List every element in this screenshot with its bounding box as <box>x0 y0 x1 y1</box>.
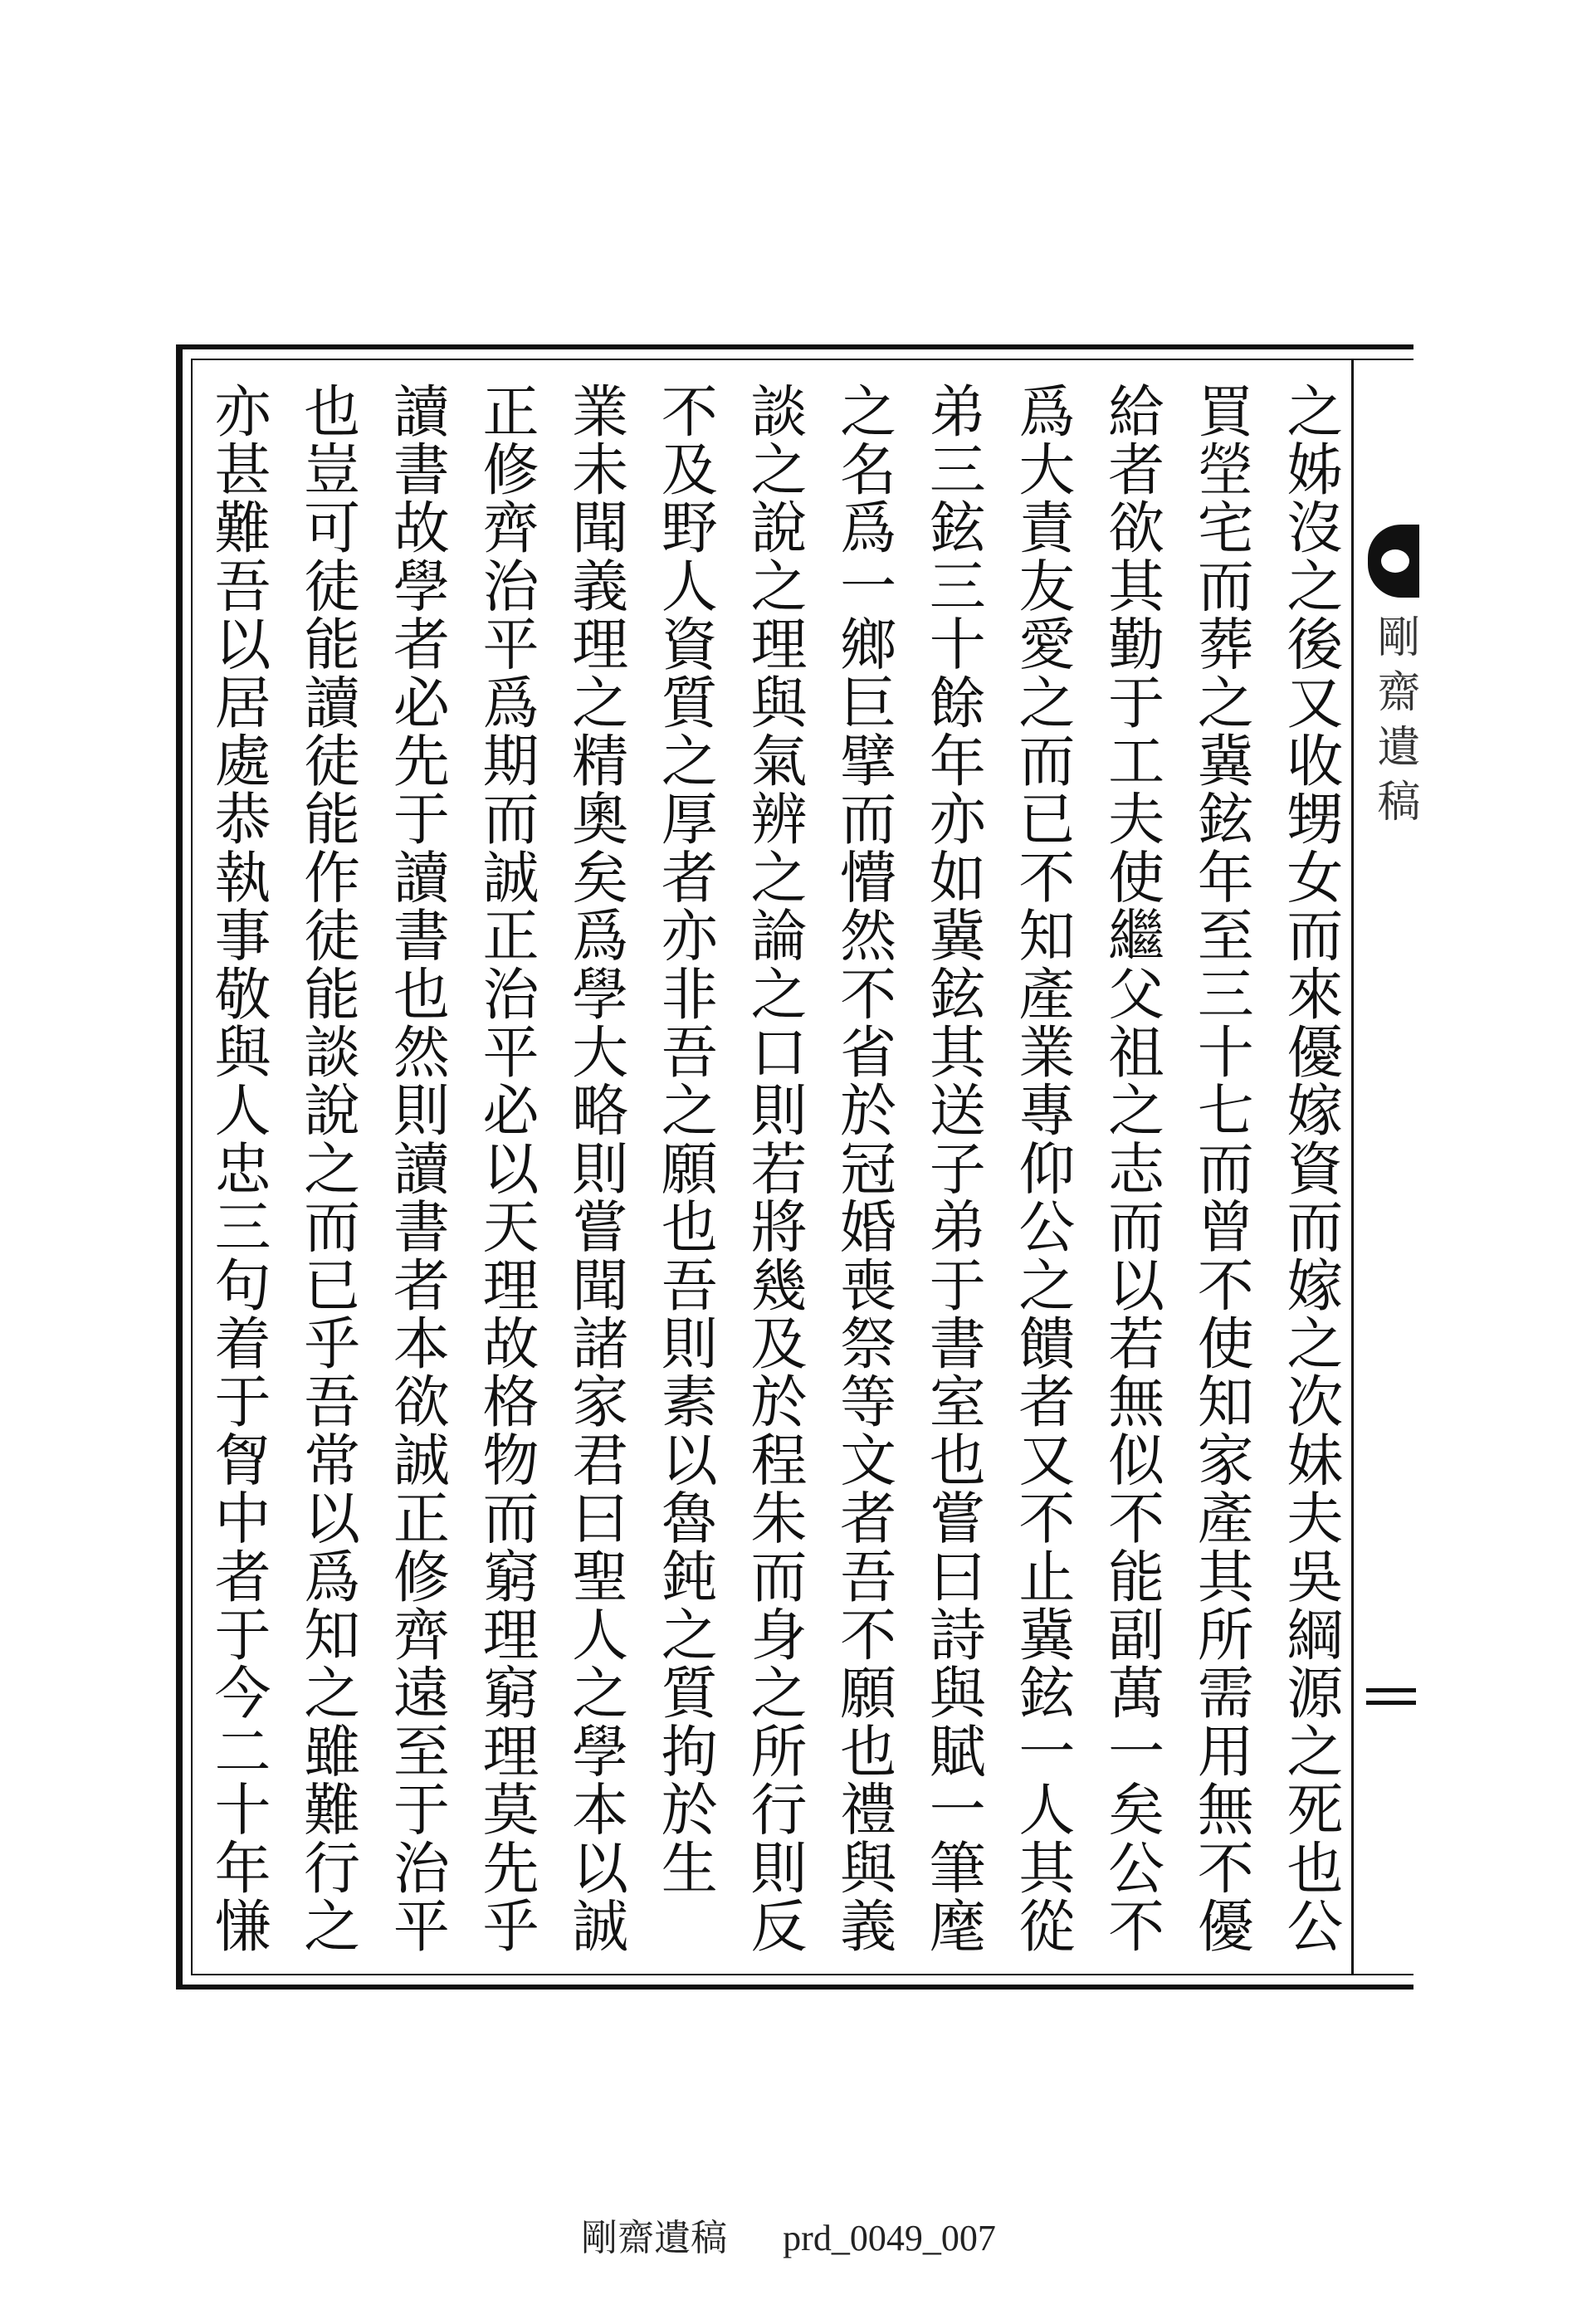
text-column: 業未聞義理之精奧矣爲學大略則嘗聞諸家君曰聖人之學本以誠 <box>562 382 628 1955</box>
text-column: 給者欲其勤于工夫使繼父祖之志而以若無似不能副萬一矣公不 <box>1098 382 1164 1955</box>
text-columns <box>196 382 1351 1959</box>
text-column: 弟三鉉三十餘年亦如冀鉉其送子弟于書室也嘗曰詩與賦一筆麾 <box>920 382 986 1955</box>
text-column: 不及野人資質之厚者亦非吾之願也吾則素以魯鈍之質拘於生 <box>652 382 718 1897</box>
text-column: 爲大責友愛之而已不知產業專仰公之饋者又不止冀鉉一人其從 <box>1008 382 1075 1955</box>
page-number-stroke <box>1366 1701 1416 1705</box>
footer-page-id: prd_0049_007 <box>783 2218 996 2258</box>
text-column: 之姊沒之後又收甥女而來優嫁資而嫁之次妹夫吳綱源之死也公 <box>1277 382 1343 1955</box>
block-center-strip <box>1351 359 1413 1975</box>
text-column: 正修齊治平爲期而誠正治平必以天理故格物而窮理窮理莫先乎 <box>472 382 539 1955</box>
footer-book-title: 剛齋遺稿 <box>581 2218 728 2258</box>
text-column: 買塋宅而葬之冀鉉年至三十七而曾不使知家產其所需用無不優 <box>1188 382 1254 1955</box>
text-column: 談之說之理與氣辨之論之口則若將幾及於程朱而身之所行則反 <box>740 382 807 1955</box>
page-number-stroke <box>1366 1688 1416 1692</box>
text-column: 之名爲一鄉巨擘而懵然不省於冠婚喪祭等文者吾不願也禮與義 <box>830 382 896 1955</box>
text-column: 也豈可徒能讀徒能作徒能談說之而已乎吾常以爲知之雖難行之 <box>294 382 360 1955</box>
margin-page-number <box>1366 1688 1416 1713</box>
text-column: 讀書故學者必先于讀書也然則讀書者本欲誠正修齊遠至于治平 <box>383 382 450 1955</box>
margin-book-title: 剛齋遺稿 <box>1370 614 1419 833</box>
text-column: 亦甚難吾以居處恭執事敬與人忠三句着于胷中者于今二十年慊 <box>205 382 271 1955</box>
footer-caption <box>0 2208 1577 2261</box>
